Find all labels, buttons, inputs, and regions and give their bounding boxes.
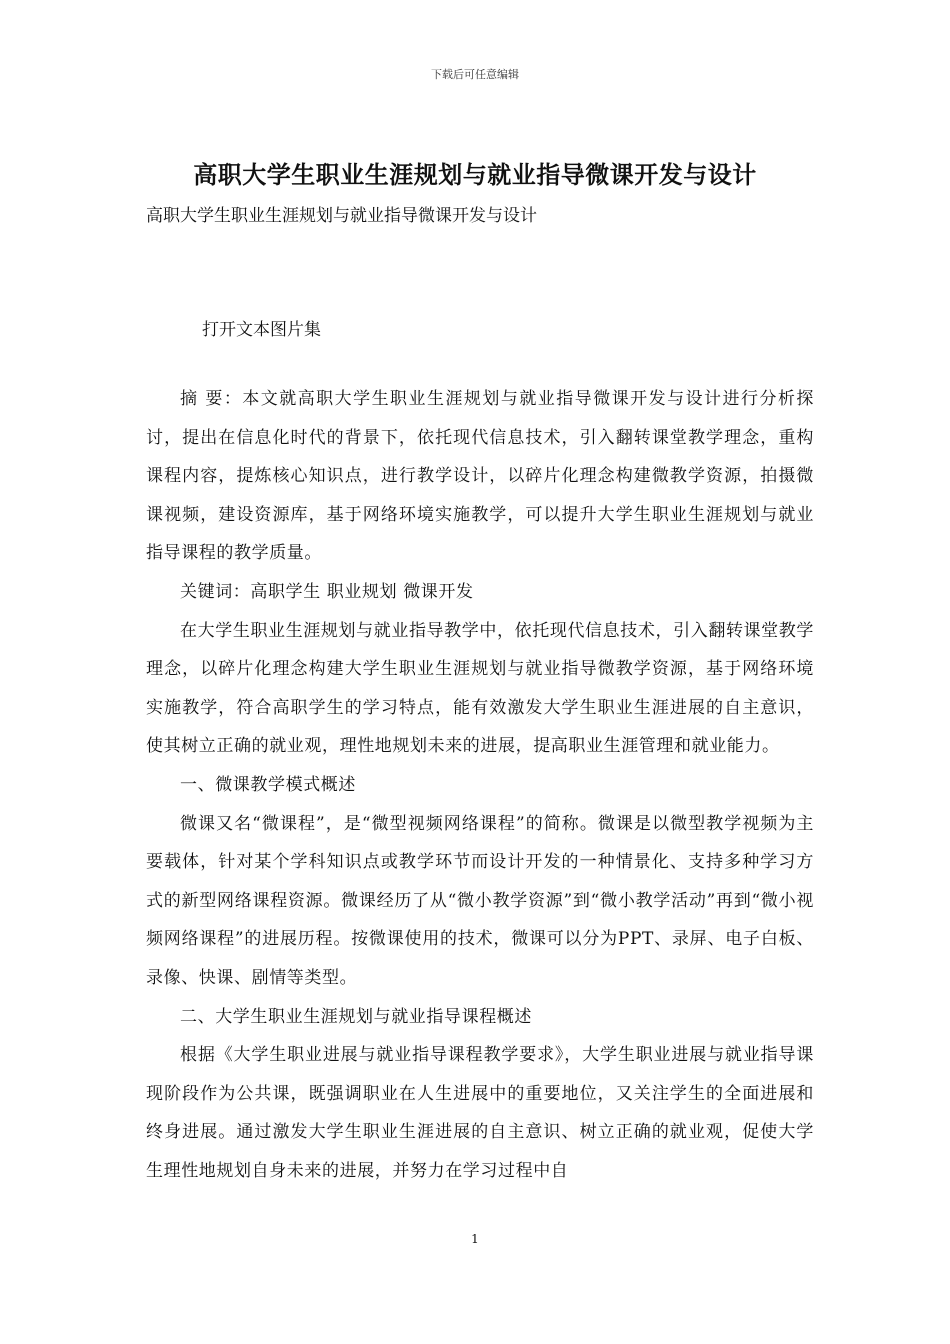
- header-note: 下载后可任意编辑: [431, 68, 519, 81]
- section1-paragraph: 微课又名“微课程”，是“微型视频网络课程”的简称。微课是以微型教学视频为主要载体，针对某个学科知识点或教学环节而设计开发的一种情景化、支持多种学习方式的新型网络课程资源。微课经历了从“微小教学资源”到“微小教学活动”再到“微小视频网络课程”的进展历程。按微课使用的技术，微课可以分为PPT、录屏、电子白板、录像、快课、剧情等类型。: [146, 813, 814, 988]
- keywords-line: 关键词：高职学生 职业规划 微课开发: [180, 581, 474, 602]
- intro-paragraph: 在大学生职业生涯规划与就业指导教学中，依托现代信息技术，引入翻转课堂教学理念，以碎片化理念构建大学生职业生涯规划与就业指导微教学资源，基于网络环境实施教学，符合高职学生的学习特点，能有效激发大学生职业生涯进展的自主意识，使其树立正确的就业观，理性地规划未来的进展，提高职业生涯管理和就业能力。: [146, 620, 814, 757]
- section1-heading: 一、微课教学模式概述: [180, 774, 356, 795]
- document-subtitle: 高职大学生职业生涯规划与就业指导微课开发与设计: [146, 206, 537, 226]
- abstract-paragraph: 摘 要：本文就高职大学生职业生涯规划与就业指导微课开发与设计进行分析探讨，提出在信息化时代的背景下，依托现代信息技术，引入翻转课堂教学理念，重构课程内容，提炼核心知识点，进行教学设计，以碎片化理念构建微教学资源，拍摄微课视频，建设资源库，基于网络环境实施教学，可以提升大学生职业生涯规划与就业指导课程的教学质量。: [146, 389, 814, 564]
- section2-paragraph: 根据《大学生职业进展与就业指导课程教学要求》，大学生职业进展与就业指导课现阶段作为公共课，既强调职业在人生进展中的重要地位，又关注学生的全面进展和终身进展。通过激发大学生职业生涯进展的自主意识、树立正确的就业观，促使大学生理性地规划自身未来的进展，并努力在学习过程中自: [146, 1045, 814, 1181]
- document-body: [146, 380, 814, 1190]
- open-image-set-link[interactable]: 打开文本图片集: [202, 320, 321, 340]
- document-title: 高职大学生职业生涯规划与就业指导微课开发与设计: [193, 160, 757, 189]
- section2-heading: 二、大学生职业生涯规划与就业指导课程概述: [180, 1006, 532, 1027]
- page-number: 1: [471, 1232, 479, 1246]
